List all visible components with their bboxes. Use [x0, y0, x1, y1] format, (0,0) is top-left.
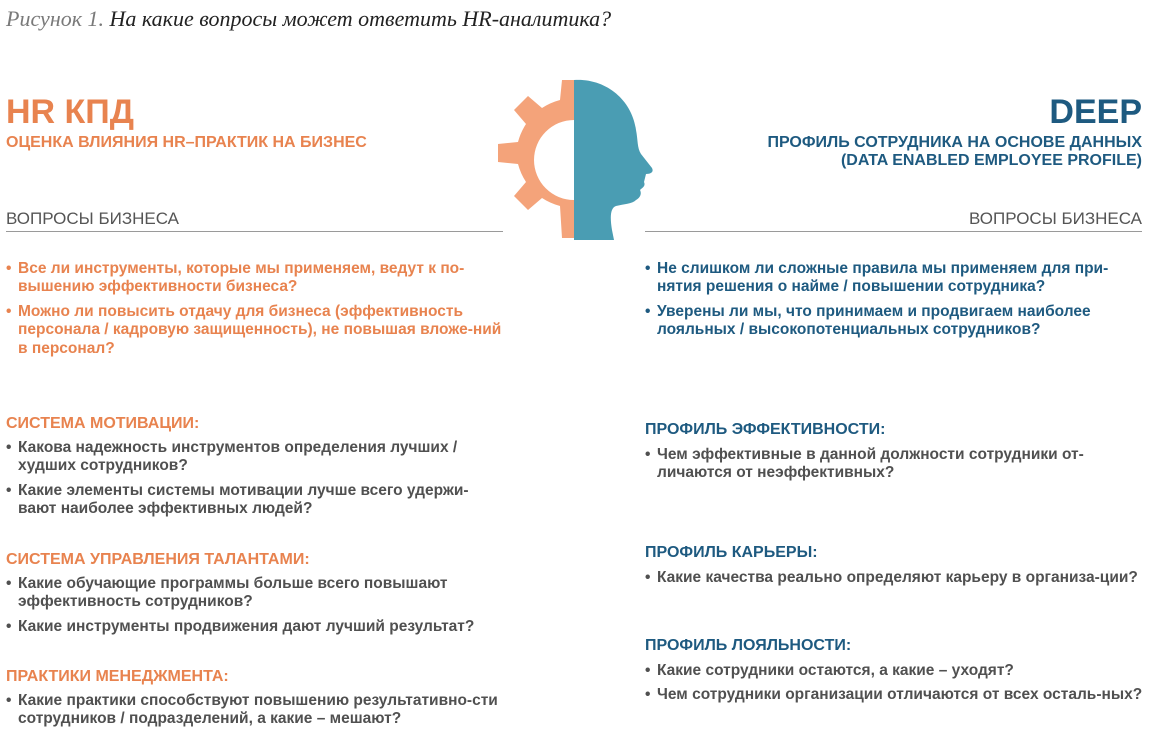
right-section-loyalty-list: [645, 662, 1145, 711]
list-item: • Не слишком ли сложные правила мы применяем для при-нятия решения о найме / повышении сотрудника?: [645, 260, 1145, 297]
left-section-talent-list: [6, 575, 506, 642]
right-title: DEEP: [1049, 93, 1142, 131]
gear-half-icon: [498, 80, 574, 238]
left-business-questions: [6, 260, 506, 364]
list-item: • Какие практики способствуют повышению результативно-сти сотрудников / подразделений, а какие – мешают?: [6, 692, 506, 729]
left-section-management-title: ПРАКТИКИ МЕНЕДЖМЕНТА:: [6, 668, 229, 685]
right-section-efficiency-list: [645, 446, 1145, 489]
left-section-motivation-list: [6, 439, 506, 525]
list-item: • Какие качества реально определяют карьеру в организа-ции?: [645, 569, 1145, 587]
figure-label: Рисунок 1.: [6, 6, 105, 31]
list-item: • Чем эффективные в данной должности сотрудники от-личаются от неэффективных?: [645, 446, 1145, 483]
left-business-header: ВОПРОСЫ БИЗНЕСА: [6, 209, 179, 228]
head-silhouette-icon: [574, 80, 653, 240]
list-item: • Можно ли повысить отдачу для бизнеса (эффективность персонала / кадровую защищенность), не повышая вложе-ний в персонал?: [6, 303, 506, 358]
list-item: • Чем сотрудники организации отличаются от всех осталь-ных?: [645, 686, 1145, 704]
left-section-talent-title: СИСТЕМА УПРАВЛЕНИЯ ТАЛАНТАМИ:: [6, 551, 310, 568]
right-divider: [645, 231, 1142, 232]
right-business-questions: [645, 260, 1145, 346]
left-title: HR КПД: [6, 93, 134, 131]
figure-caption: [6, 6, 611, 32]
list-item: • Какие инструменты продвижения дают лучший результат?: [6, 618, 506, 636]
figure-title: На какие вопросы может ответить HR-аналитика?: [109, 6, 612, 31]
left-section-management-list: [6, 692, 506, 735]
right-section-efficiency-title: ПРОФИЛЬ ЭФФЕКТИВНОСТИ:: [645, 421, 886, 438]
list-item: • Какие сотрудники остаются, а какие – уходят?: [645, 662, 1145, 680]
list-item: • Какова надежность инструментов определения лучших / худших сотрудников?: [6, 439, 506, 476]
left-section-motivation-title: СИСТЕМА МОТИВАЦИИ:: [6, 415, 200, 432]
list-item: • Какие элементы системы мотивации лучше всего удержи-вают наиболее эффективных людей?: [6, 482, 506, 519]
right-business-header: ВОПРОСЫ БИЗНЕСА: [969, 209, 1142, 228]
right-section-career-list: [645, 569, 1145, 593]
right-section-loyalty-title: ПРОФИЛЬ ЛОЯЛЬНОСТИ:: [645, 637, 852, 654]
list-item: • Уверены ли мы, что принимаем и продвигаем наиболее лояльных / высокопотенциальных сотрудников?: [645, 303, 1145, 340]
left-subtitle: ОЦЕНКА ВЛИЯНИЯ HR–ПРАКТИК НА БИЗНЕС: [6, 134, 367, 151]
list-item: • Какие обучающие программы больше всего повышают эффективность сотрудников?: [6, 575, 506, 612]
list-item: • Все ли инструменты, которые мы применяем, ведут к по-вышению эффективности бизнеса?: [6, 260, 506, 297]
right-subtitle-line2: (DATA ENABLED EMPLOYEE PROFILE): [840, 152, 1142, 169]
right-section-career-title: ПРОФИЛЬ КАРЬЕРЫ:: [645, 544, 818, 561]
left-divider: [6, 231, 503, 232]
right-subtitle-line1: ПРОФИЛЬ СОТРУДНИКА НА ОСНОВЕ ДАННЫХ: [767, 134, 1142, 151]
gear-head-icon: [494, 78, 656, 242]
